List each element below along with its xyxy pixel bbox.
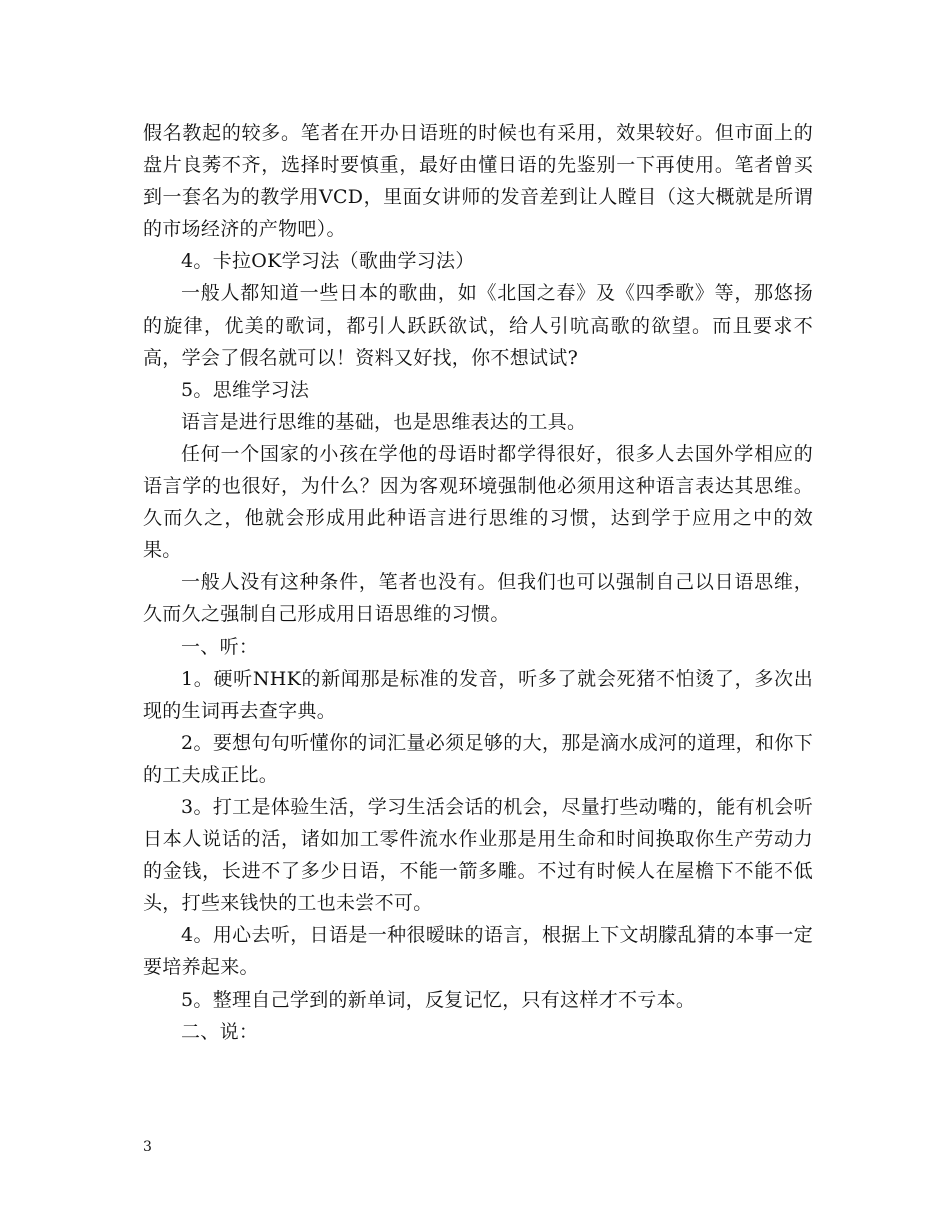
list-item: 5。整理自己学到的新单词，反复记忆，只有这样才不亏本。	[181, 988, 696, 1011]
paragraph: 一般人都知道一些日本的歌曲，如《北国之春》及《四季歌》等，那悠扬的旋律，优美的歌词，都引人跃跃欲试，给人引吭高歌的欲望。而且要求不高，学会了假名就可以！资料又好找，你不想试试?	[143, 282, 813, 369]
section-heading-thinking-method: 5。思维学习法	[181, 378, 310, 401]
paragraph: 任何一个国家的小孩在学他的母语时都学得很好，很多人去国外学相应的语言学的也很好，为什么？因为客观环境强制他必须用这种语言表达其思维。久而久之，他就会形成用此种语言进行思维的习惯，达到学于应用之中的效果。	[143, 442, 813, 562]
section-heading-listening: 一、听：	[181, 635, 259, 658]
page-number: 3	[143, 1139, 152, 1155]
list-item: 2。要想句句听懂你的词汇量必须足够的大，那是滴水成河的道理，和你下的工夫成正比。	[143, 731, 813, 786]
list-item: 1。硬听NHK的新闻那是标准的发音，听多了就会死猪不怕烫了，多次出现的生词再去查字典。	[143, 667, 813, 722]
list-item: 4。用心去听，日语是一种很暧昧的语言，根据上下文胡朦乱猜的本事一定要培养起来。	[143, 924, 813, 979]
paragraph: 语言是进行思维的基础，也是思维表达的工具。	[181, 410, 587, 433]
list-item: 3。打工是体验生活，学习生活会话的机会，尽量打些动嘴的，能有机会听日本人说话的活，诸如加工零件流水作业那是用生命和时间换取你生产劳动力的金钱，长进不了多少日语，不能一箭多雕。不过有时候人在屋檐下不能不低头，打些来钱快的工也未尝不可。	[143, 795, 813, 915]
document-body	[143, 117, 813, 1048]
section-heading-speaking: 二、说：	[181, 1020, 259, 1043]
paragraph: 一般人没有这种条件，笔者也没有。但我们也可以强制自己以日语思维，久而久之强制自己形成用日语思维的习惯。	[143, 571, 813, 626]
paragraph: 假名教起的较多。笔者在开办日语班的时候也有采用，效果较好。但市面上的盘片良莠不齐，选择时要慎重，最好由懂日语的先鉴别一下再使用。笔者曾买到一套名为的教学用VCD，里面女讲师的发音差到让人瞠目（这大概就是所谓的市场经济的产物吧）。	[143, 122, 813, 241]
section-heading-karaoke-method: 4。卡拉OK学习法（歌曲学习法）	[181, 250, 475, 273]
